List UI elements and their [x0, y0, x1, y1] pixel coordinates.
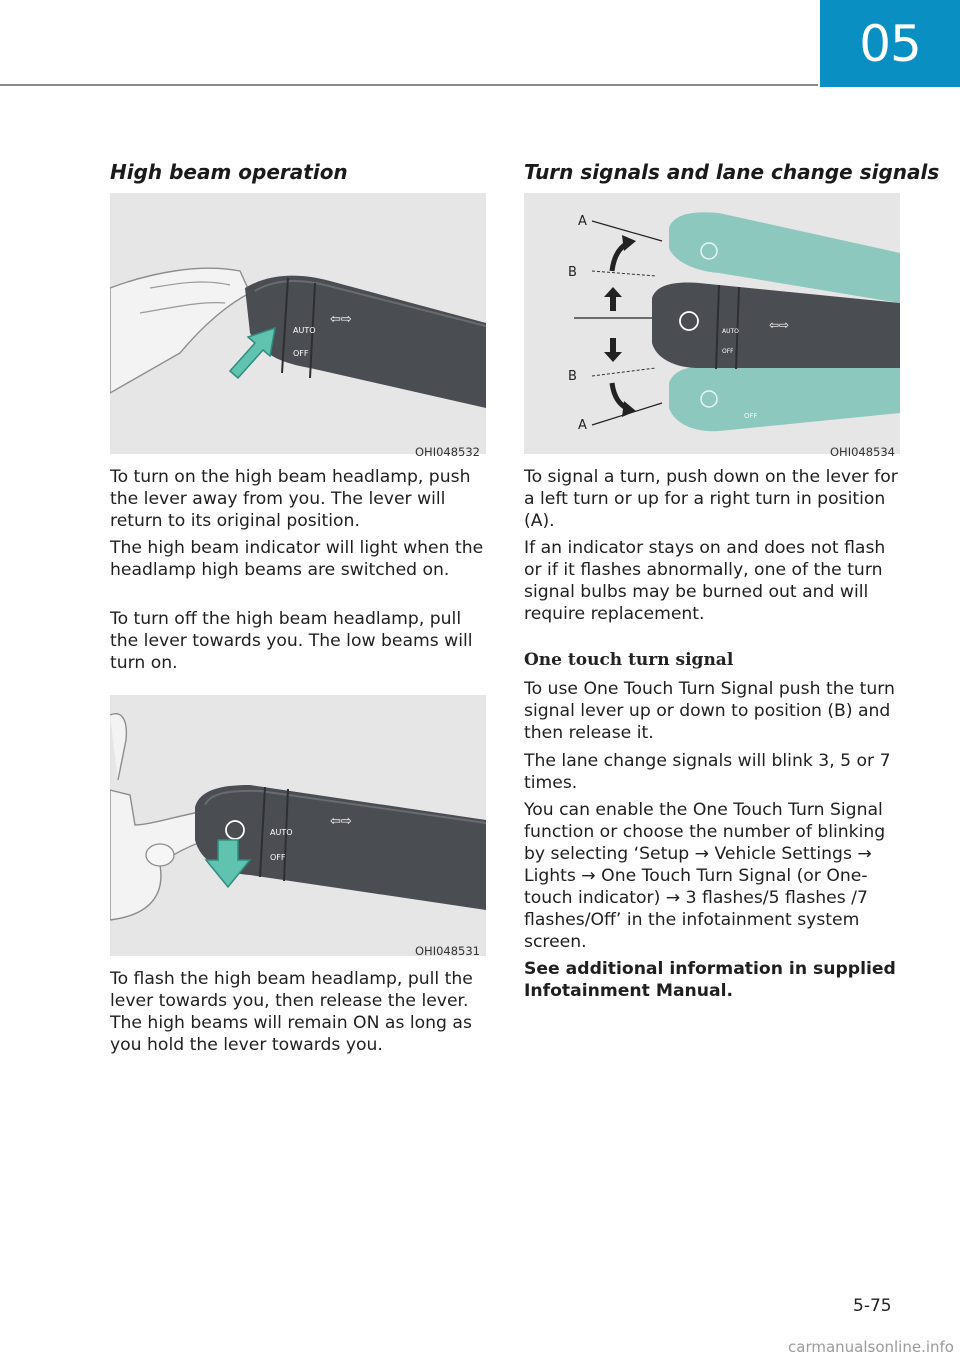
paragraph-high-beam-indicator: The high beam indicator will light when the headlamp high beams are switched on. — [110, 538, 484, 580]
section-title-turn-signals: Turn signals and lane change signals — [524, 160, 940, 184]
header-rule — [0, 84, 818, 86]
paragraph-high-beam-off: To turn off the high beam headlamp, pull the lever towards you. The low beams will turn on. — [110, 609, 473, 673]
high-beam-flash-illustration — [110, 695, 486, 956]
figure-high-beam-push — [110, 193, 486, 454]
page-number: 5-75 — [853, 1296, 892, 1316]
svg-text:A: A — [578, 418, 587, 433]
figure-code-2: OHI048531 — [415, 944, 480, 958]
paragraph-high-beam-on: To turn on the high beam headlamp, push the lever away from you. The lever will return to its original position. — [110, 467, 471, 531]
svg-text:⇦⇨: ⇦⇨ — [330, 814, 352, 829]
paragraph-enable-function: You can enable the One Touch Turn Signal function or choose the number of blinking by selecting ‘Setup → Vehicle Settings → Lights → One Touch Turn Signal (or One-touch indicator) → 3 flashes/5 flashes /7 flashes/Off’ in the infotainment system screen. — [524, 800, 886, 952]
svg-text:A: A — [578, 214, 587, 229]
figure-high-beam-flash — [110, 695, 486, 956]
svg-text:B: B — [568, 265, 577, 280]
section-title-high-beam: High beam operation — [110, 160, 348, 184]
svg-text:⇦⇨: ⇦⇨ — [769, 318, 790, 332]
svg-text:AUTO: AUTO — [722, 328, 739, 335]
figure-code-1: OHI048532 — [415, 445, 480, 459]
svg-text:AUTO: AUTO — [270, 828, 293, 837]
svg-text:OFF: OFF — [293, 349, 309, 358]
high-beam-push-illustration — [110, 193, 486, 454]
paragraph-blink-count: The lane change signals will blink 3, 5 or 7 times. — [524, 751, 891, 793]
svg-text:⇦⇨: ⇦⇨ — [330, 312, 352, 327]
svg-text:OFF: OFF — [744, 412, 758, 420]
paragraph-signal-turn: To signal a turn, push down on the lever for a left turn or up for a right turn in position (A). — [524, 467, 898, 531]
subheading-one-touch: One touch turn signal — [524, 650, 734, 670]
paragraph-one-touch-use: To use One Touch Turn Signal push the turn signal lever up or down to position (B) and then release it. — [524, 679, 895, 743]
note-infotainment: See additional information in supplied Infotainment Manual. — [524, 959, 896, 1001]
svg-text:AUTO: AUTO — [293, 326, 316, 335]
chapter-number: 05 — [859, 14, 921, 73]
turn-signal-illustration — [524, 193, 900, 454]
svg-text:OFF: OFF — [270, 853, 286, 862]
paragraph-flash: To flash the high beam headlamp, pull the lever towards you, then release the lever. The high beams will remain ON as long as you hold the lever towards you. — [110, 969, 473, 1055]
paragraph-indicator-fault: If an indicator stays on and does not flash or if it flashes abnormally, one of the turn signal bulbs may be burned out and will require replacement. — [524, 538, 886, 624]
watermark: carmanualsonline.info — [788, 1338, 954, 1356]
figure-code-3: OHI048534 — [830, 445, 895, 459]
chapter-tab — [820, 0, 960, 87]
figure-turn-signals — [524, 193, 900, 454]
svg-text:B: B — [568, 369, 577, 384]
svg-text:OFF: OFF — [722, 348, 734, 355]
